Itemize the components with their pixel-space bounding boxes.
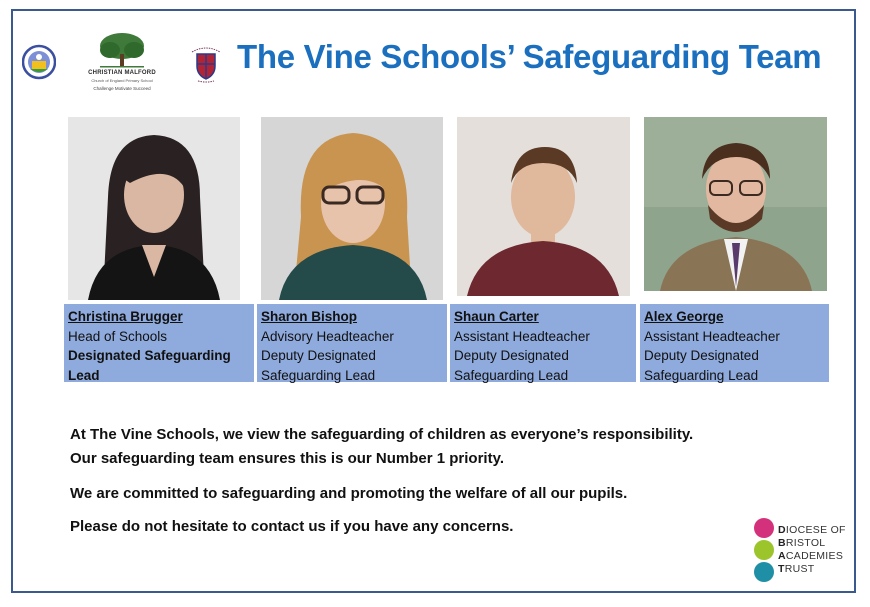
team-member-name: Christina Brugger [68, 309, 183, 324]
dbat-line: DIOCESE OF [778, 524, 846, 536]
photo-sharon-bishop [261, 117, 443, 300]
christian-malford-logo [86, 30, 158, 96]
team-card-shaun-carter [450, 304, 636, 382]
crown-icon [754, 540, 774, 560]
cm-motto: Challenge Motivate Succeed [93, 86, 151, 91]
team-member-role: Assistant Headteacher [454, 328, 590, 344]
team-member-role: Head of Schools [68, 328, 168, 344]
message-line: We are committed to safeguarding and promoting the welfare of all our pupils. [70, 485, 628, 502]
crest-logo [186, 42, 226, 84]
team-member-role: Deputy Designated [261, 348, 376, 363]
team-member-role: Safeguarding Lead [644, 367, 759, 383]
dbat-line: TRUST [778, 563, 815, 575]
page-title: The Vine Schools’ Safeguarding Team [237, 38, 822, 75]
poster-frame [11, 9, 856, 593]
message-line: Please do not hesitate to contact us if you have any concerns. [70, 518, 514, 535]
dbat-line: BRISTOL [778, 537, 826, 549]
cm-name: CHRISTIAN MALFORD [88, 70, 156, 76]
team-member-name: Alex George [644, 309, 724, 324]
crown-icon [754, 518, 774, 538]
message-line: At The Vine Schools, we view the safeguarding of children as everyone’s responsibility. [70, 426, 694, 443]
photo-shaun-carter [457, 117, 630, 296]
crown-icon [754, 562, 774, 582]
team-member-role: Safeguarding Lead [454, 367, 569, 383]
photo-alex-george [644, 117, 827, 291]
team-member-role: Assistant Headteacher [644, 328, 780, 344]
team-card-christina-brugger [64, 304, 254, 382]
cm-subtitle: Church of England Primary School [91, 78, 153, 83]
team-member-role: Deputy Designated [644, 348, 759, 363]
team-member-role-bold: Lead [68, 367, 100, 383]
school-logo-left [22, 42, 56, 82]
team-member-role: Safeguarding Lead [261, 367, 376, 383]
photo-christina-brugger [68, 117, 240, 300]
team-member-name: Shaun Carter [454, 309, 539, 324]
dbat-logo [752, 514, 852, 584]
team-member-role: Deputy Designated [454, 348, 569, 363]
team-member-name: Sharon Bishop [261, 309, 358, 324]
message-line: Our safeguarding team ensures this is our Number 1 priority. [70, 450, 504, 467]
team-member-role-bold: Designated Safeguarding [68, 348, 231, 363]
team-card-sharon-bishop [257, 304, 447, 382]
team-card-alex-george [640, 304, 829, 382]
team-member-role: Advisory Headteacher [261, 328, 394, 344]
dbat-line: ACADEMIES [778, 550, 844, 562]
